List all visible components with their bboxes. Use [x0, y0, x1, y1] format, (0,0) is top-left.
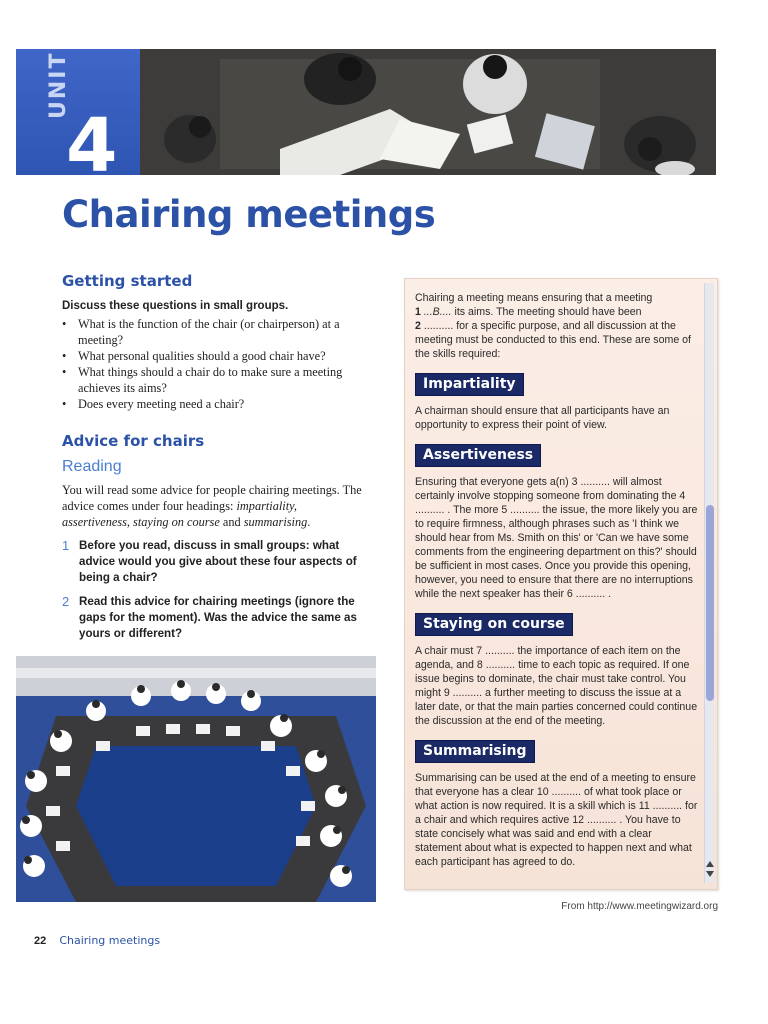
staying-on-course-text: A chair must 7 .......... the importance of each item on the agenda, and 8 .......... time to each topic as required. If one issue begins to dominate, the chair must take control. You might 9 .......... a further meeting to discuss the issue at a later date, or that the main parties concerned could continue the discussion at the end of the meeting. — [415, 645, 698, 727]
footer-title: Chairing meetings — [59, 934, 161, 947]
unit-label: UNIT — [46, 51, 71, 119]
discussion-questions — [62, 316, 362, 412]
left-column — [62, 272, 362, 642]
unit-banner — [16, 49, 716, 175]
page-footer — [34, 934, 160, 947]
unit-number: 4 — [66, 103, 118, 175]
question-number: 2 — [62, 594, 70, 609]
meeting-photo — [16, 656, 376, 902]
question-text: Read this advice for chairing meetings (ignore the gaps for the moment). Was the advice the same as yours or different? — [79, 595, 357, 640]
list-item: • What personal qualities should a good chair have? — [62, 348, 362, 364]
advice-panel — [404, 278, 718, 890]
panel-scrollbar[interactable] — [704, 283, 714, 883]
intro-terms: impartiality, assertiveness, staying on course — [62, 499, 297, 529]
summarising-text: Summarising can be used at the end of a meeting to ensure that everyone has a clear 10 .......... of what took place or what action is now required. It is a skill which is 11 .......... for a chair and which requires active 12 .......... . You have to state concisely what was said and end with a clear statement about what is expected to happen next and what each participant has agreed to do. — [415, 772, 698, 868]
getting-started-instruction: Discuss these questions in small groups. — [62, 300, 289, 312]
scrollbar-thumb[interactable] — [706, 505, 714, 701]
intro-line: its aims. The meeting should have been — [454, 306, 642, 318]
source-credit: From http://www.meetingwizard.org — [561, 901, 718, 912]
question-number: 1 — [62, 538, 70, 553]
scroll-down-arrow-icon[interactable] — [706, 871, 714, 877]
reading-intro — [62, 482, 362, 530]
heading-impartiality: Impartiality — [415, 373, 524, 396]
list-item: • What things should a chair do to make sure a meeting achieves its aims? — [62, 364, 362, 396]
intro-end: . — [307, 515, 311, 529]
advice-heading: Advice for chairs — [62, 432, 205, 450]
list-item: • What is the function of the chair (or chairperson) at a meeting? — [62, 316, 362, 348]
gap-number: 2 — [415, 320, 421, 332]
impartiality-text: A chairman should ensure that all participants have an opportunity to express their point of view. — [415, 405, 670, 431]
heading-staying-on-course: Staying on course — [415, 613, 573, 636]
intro-and: and — [219, 515, 244, 529]
gap-number: 1 — [415, 306, 421, 318]
page-number: 22 — [34, 935, 47, 947]
panel-intro — [415, 291, 699, 361]
intro-line: .......... for a specific purpose, and all discussion at the meeting must be conducted to this end. These are some of the skills required: — [415, 320, 691, 360]
intro-term-summarising: summarising — [243, 515, 308, 529]
gap-1-answer[interactable]: ...B.... — [420, 306, 455, 318]
question-1 — [62, 538, 362, 586]
heading-assertiveness: Assertiveness — [415, 444, 541, 467]
question-text: Before you read, discuss in small groups: what advice would you give about these four aspects of being a chair? — [79, 539, 357, 584]
heading-summarising: Summarising — [415, 740, 535, 763]
getting-started-heading: Getting started — [62, 272, 193, 290]
intro-line: Chairing a meeting means ensuring that a meeting — [415, 292, 653, 304]
banner-photo — [140, 49, 716, 175]
page-title: Chairing meetings — [62, 193, 436, 236]
assertiveness-text: Ensuring that everyone gets a(n) 3 .......... will almost certainly involve stopping someone from dominating the 4 .......... . The more 5 .......... the issue, the more likely you are to require firmness, although phrases such as 'I think we should hear from Ms. Smith on this' or 'Can we have some comments from the engineering department on this?' should be sufficient in most cases. Once you provide this opening, however, you need to ensure that there are no interruptions while the next speaker has their 6 .......... . — [415, 476, 698, 600]
list-item: • Does every meeting need a chair? — [62, 396, 362, 412]
question-2 — [62, 594, 362, 642]
intro-text: You will read some advice for people chairing meetings. The advice comes under four headings: — [62, 483, 362, 513]
reading-heading: Reading — [62, 458, 122, 475]
advice-panel-content — [415, 291, 699, 869]
scroll-up-arrow-icon[interactable] — [706, 861, 714, 867]
